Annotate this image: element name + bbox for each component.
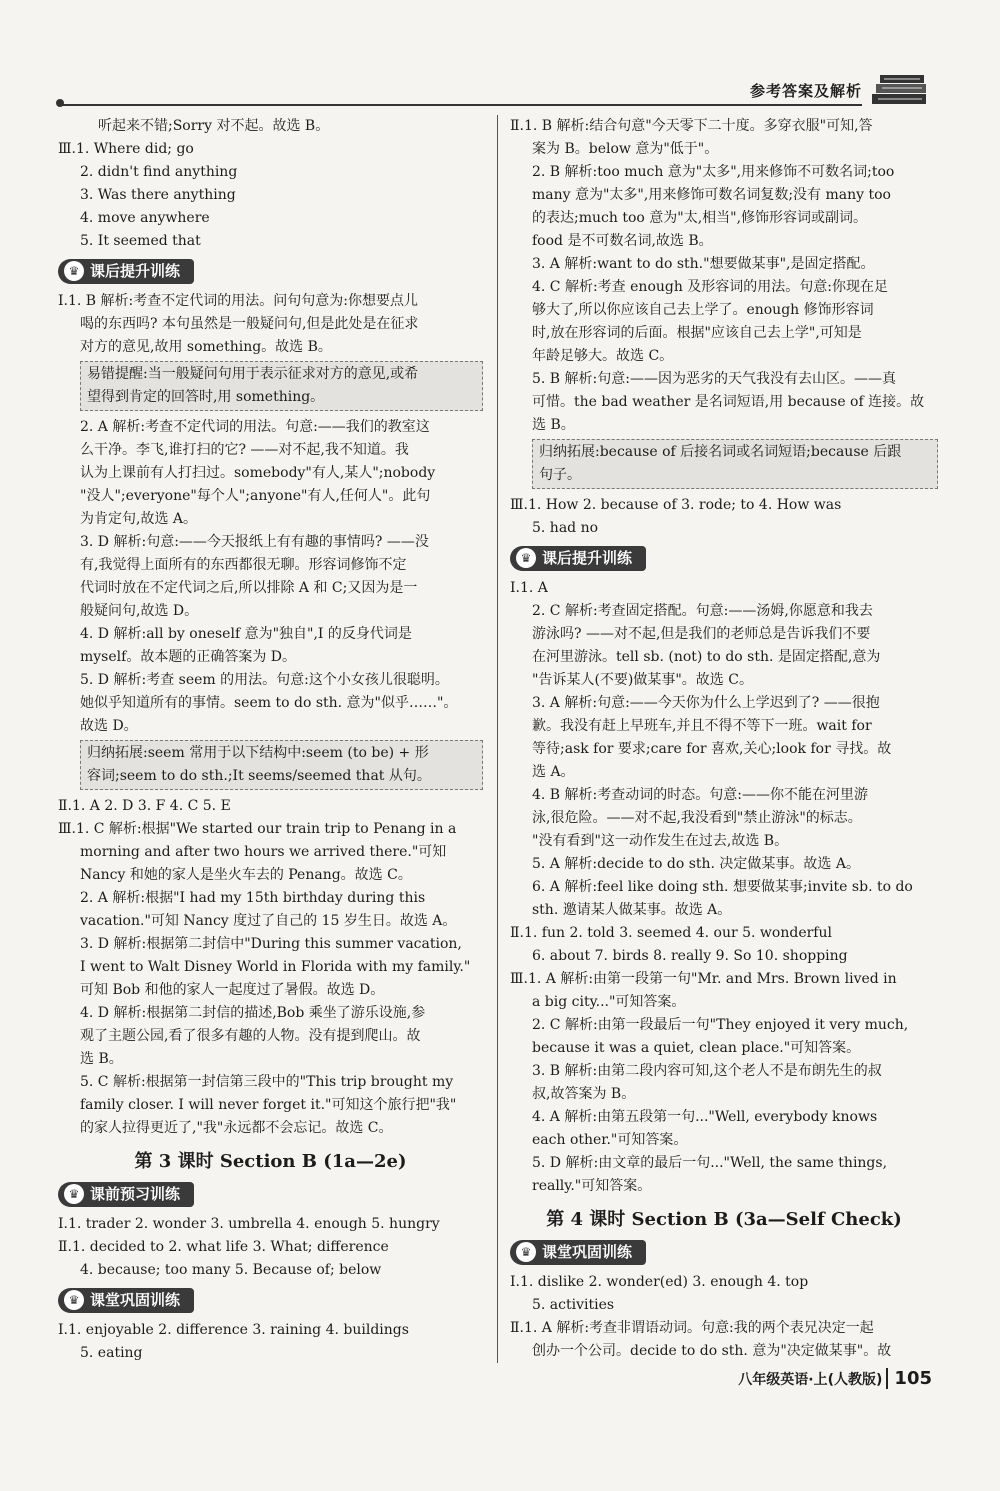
answer-line: Ⅰ.1. A bbox=[510, 580, 548, 596]
answer-line: 3. D 解析:根据第二封信中"During this summer vacation, bbox=[80, 936, 462, 952]
tip-line: 容词;seem to do sth.;It seems/seemed that 从句。 bbox=[87, 768, 431, 784]
answer-line: 为肯定句,故选 A。 bbox=[80, 511, 198, 527]
tip-line: 归纳拓展:seem 常用于以下结构中:seem (to be) + 形 bbox=[87, 745, 429, 761]
tip-line: 望得到肯定的回答时,用 something。 bbox=[87, 389, 325, 405]
answer-line: food 是不可数名词,故选 B。 bbox=[532, 233, 713, 249]
header-title: 参考答案及解析 bbox=[749, 82, 862, 100]
page-header bbox=[60, 70, 932, 106]
section-badge bbox=[58, 1288, 194, 1313]
answer-line: 4. move anywhere bbox=[80, 210, 210, 226]
column-divider bbox=[497, 115, 498, 1363]
answer-line: 4. B 解析:考查动词的时态。句意:——你不能在河里游 bbox=[532, 787, 868, 803]
answer-line: 4. C 解析:考查 enough 及形容词的用法。句意:你现在足 bbox=[532, 279, 889, 295]
answer-line: 可惜。the bad weather 是名词短语,用 because of 连接。故 bbox=[532, 394, 925, 410]
answer-line: sth. 邀请某人做某事。故选 A。 bbox=[532, 902, 732, 918]
answer-line: 观了主题公园,看了很多有趣的人物。没有提到爬山。故 bbox=[80, 1028, 421, 1044]
answer-line: 4. because; too many 5. Because of; below bbox=[80, 1262, 382, 1278]
answer-line: 故选 D。 bbox=[80, 718, 138, 734]
answer-line: 6. A 解析:feel like doing sth. 想要做某事;invite sb. to do bbox=[532, 879, 913, 895]
crown-icon: ♛ bbox=[64, 261, 84, 281]
lesson-title: 第 4 课时 Section B (3a—Self Check) bbox=[546, 1209, 902, 1230]
answer-line: 案为 B。below 意为"低于"。 bbox=[532, 141, 719, 157]
answer-line: family closer. I will never forget it."可知这个旅行把"我" bbox=[80, 1097, 457, 1113]
left-column bbox=[58, 115, 483, 1365]
section-heading bbox=[510, 545, 938, 571]
answer-line: Nancy 和她的家人是坐火车去的 Penang。故选 C。 bbox=[80, 867, 412, 883]
answer-line: Ⅲ.1. How 2. because of 3. rode; to 4. How was bbox=[510, 497, 842, 513]
answer-line: 够大了,所以你应该自己去上学了。enough 修饰形容词 bbox=[532, 302, 874, 318]
answer-line: 3. A 解析:want to do sth."想要做某事",是固定搭配。 bbox=[532, 256, 875, 272]
answer-line: 时,放在形容词的后面。根据"应该自己去上学",可知是 bbox=[532, 325, 862, 341]
answer-line: each other."可知答案。 bbox=[532, 1132, 688, 1148]
answer-line: myself。故本题的正确答案为 D。 bbox=[80, 649, 296, 665]
answer-line: 泳,很危险。——对不起,我没看到"禁止游泳"的标志。 bbox=[532, 810, 862, 826]
book-title: 八年级英语·上(人教版) bbox=[738, 1372, 883, 1388]
answer-line: 2. A 解析:考查不定代词的用法。句意:——我们的教室这 bbox=[80, 419, 430, 435]
answer-line: 5. had no bbox=[532, 520, 599, 536]
tip-line: 易错提醒:当一般疑问句用于表示征求对方的意见,或希 bbox=[87, 366, 419, 382]
answer-line: because it was a quiet, clean place."可知答案。 bbox=[532, 1040, 861, 1056]
answer-line: 5. C 解析:根据第一封信第三段中的"This trip brought my bbox=[80, 1074, 454, 1090]
answer-line: 在河里游泳。tell sb. (not) to do sth. 是固定搭配,意为 bbox=[532, 649, 881, 665]
section-badge bbox=[510, 546, 646, 571]
section-badge bbox=[58, 259, 194, 284]
answer-line: 听起来不错;Sorry 对不起。故选 B。 bbox=[98, 118, 330, 134]
right-column bbox=[510, 115, 938, 1363]
tip-box bbox=[80, 361, 483, 411]
answer-line: 2. A 解析:根据"I had my 15th birthday during this bbox=[80, 890, 426, 906]
answer-line: 选 A。 bbox=[532, 764, 575, 780]
answer-line: Ⅰ.1. B 解析:考查不定代词的用法。问句句意为:你想要点儿 bbox=[58, 293, 418, 309]
answer-line: Ⅰ.1. trader 2. wonder 3. umbrella 4. enough 5. hungry bbox=[58, 1216, 440, 1232]
answer-line: many 意为"太多",用来修饰可数名词复数;没有 many too bbox=[532, 187, 891, 203]
answer-line: "没人";everyone"每个人";anyone"有人,任何人"。此句 bbox=[80, 488, 431, 504]
section-title: 课后提升训练 bbox=[90, 261, 181, 280]
answer-line: 游泳吗? ——对不起,但是我们的老师总是告诉我们不要 bbox=[532, 626, 871, 642]
page-footer bbox=[738, 1368, 932, 1389]
answer-line: 4. A 解析:由第五段第一句..."Well, everybody knows bbox=[532, 1109, 878, 1125]
answer-line: morning and after two hours we arrived there."可知 bbox=[80, 844, 447, 860]
answer-line: 5. D 解析:由文章的最后一句..."Well, the same things, bbox=[532, 1155, 888, 1171]
answer-line: 她似乎知道所有的事情。seem to do sth. 意为"似乎……"。 bbox=[80, 695, 458, 711]
answer-line: 年龄足够大。故选 C。 bbox=[532, 348, 674, 364]
answer-line: 5. It seemed that bbox=[80, 233, 201, 249]
answer-line: Ⅱ.1. decided to 2. what life 3. What; difference bbox=[58, 1239, 389, 1255]
answer-line: 等待;ask for 要求;care for 喜欢,关心;look for 寻找。故 bbox=[532, 741, 892, 757]
answer-line: 2. C 解析:考查固定搭配。句意:——汤姆,你愿意和我去 bbox=[532, 603, 873, 619]
lesson-title: 第 3 课时 Section B (1a—2e) bbox=[134, 1151, 407, 1172]
tip-line: 归纳拓展:because of 后接名词或名词短语;because 后跟 bbox=[539, 444, 902, 460]
answer-line: Ⅱ.1. A 2. D 3. F 4. C 5. E bbox=[58, 798, 231, 814]
answer-line: really."可知答案。 bbox=[532, 1178, 652, 1194]
answer-line: 5. B 解析:句意:——因为恶劣的天气我没有去山区。——真 bbox=[532, 371, 896, 387]
tip-box bbox=[532, 439, 938, 489]
answer-line: 2. C 解析:由第一段最后一句"They enjoyed it very much, bbox=[532, 1017, 909, 1033]
header-rule bbox=[60, 104, 862, 106]
crown-icon: ♛ bbox=[516, 548, 536, 568]
answer-line: 有,我觉得上面所有的东西都很无聊。形容词修饰不定 bbox=[80, 557, 407, 573]
answer-line: "没有看到"这一动作发生在过去,故选 B。 bbox=[532, 833, 789, 849]
answer-line: 代词时放在不定代词之后,所以排除 A 和 C;又因为是一 bbox=[80, 580, 418, 596]
answer-line: Ⅲ.1. Where did; go bbox=[58, 141, 194, 157]
answer-line: 的表达;much too 意为"太,相当",修饰形容词或副词。 bbox=[532, 210, 868, 226]
answer-line: 4. D 解析:all by oneself 意为"独自",I 的反身代词是 bbox=[80, 626, 412, 642]
answer-line: Ⅰ.1. dislike 2. wonder(ed) 3. enough 4. top bbox=[510, 1274, 809, 1290]
answer-line: 喝的东西吗? 本句虽然是一般疑问句,但是此处是在征求 bbox=[80, 316, 419, 332]
section-heading bbox=[58, 1181, 483, 1207]
crown-icon: ♛ bbox=[64, 1290, 84, 1310]
crown-icon: ♛ bbox=[516, 1242, 536, 1262]
answer-line: Ⅰ.1. enjoyable 2. difference 3. raining 4. buildings bbox=[58, 1322, 409, 1338]
answer-line: a big city..."可知答案。 bbox=[532, 994, 686, 1010]
page-number: 105 bbox=[886, 1368, 932, 1389]
answer-line: vacation."可知 Nancy 度过了自己的 15 岁生日。故选 A。 bbox=[80, 913, 457, 929]
answer-line: 5. D 解析:考查 seem 的用法。句意:这个小女孩儿很聪明。 bbox=[80, 672, 449, 688]
section-badge bbox=[58, 1182, 194, 1207]
answer-line: 2. didn't find anything bbox=[80, 164, 238, 180]
answer-line: 创办一个公司。decide to do sth. 意为"决定做某事"。故 bbox=[532, 1343, 892, 1359]
answer-line: 选 B。 bbox=[80, 1051, 123, 1067]
answer-line: Ⅱ.1. A 解析:考查非谓语动词。句意:我的两个表兄决定一起 bbox=[510, 1320, 874, 1336]
section-title: 课堂巩固训练 bbox=[542, 1242, 633, 1261]
answer-line: 么干净。李飞,谁打扫的它? ——对不起,我不知道。我 bbox=[80, 442, 409, 458]
answer-line: 般疑问句,故选 D。 bbox=[80, 603, 199, 619]
answer-line: 可知 Bob 和他的家人一起度过了暑假。故选 D。 bbox=[80, 982, 385, 998]
answer-line: 3. B 解析:由第二段内容可知,这个老人不是布朗先生的叔 bbox=[532, 1063, 882, 1079]
header-rule-dot bbox=[56, 99, 64, 107]
answer-line: 歉。我没有赶上早班车,并且不得不等下一班。wait for bbox=[532, 718, 872, 734]
answer-line: "告诉某人(不要)做某事"。故选 C。 bbox=[532, 672, 753, 688]
answer-line: 5. A 解析:decide to do sth. 决定做某事。故选 A。 bbox=[532, 856, 860, 872]
answer-line: Ⅲ.1. A 解析:由第一段第一句"Mr. and Mrs. Brown lived in bbox=[510, 971, 897, 987]
section-heading bbox=[58, 258, 483, 284]
answer-line: 4. D 解析:根据第二封信的描述,Bob 乘坐了游乐设施,参 bbox=[80, 1005, 426, 1021]
answer-line: 认为上课前有人打扫过。somebody"有人,某人";nobody bbox=[80, 465, 436, 481]
tip-box bbox=[80, 740, 483, 790]
tip-line: 句子。 bbox=[539, 467, 581, 483]
crown-icon: ♛ bbox=[64, 1184, 84, 1204]
answer-line: 5. activities bbox=[532, 1297, 615, 1313]
answer-line: 选 B。 bbox=[532, 417, 575, 433]
answer-line: 对方的意见,故用 something。故选 B。 bbox=[80, 339, 332, 355]
answer-line: Ⅱ.1. B 解析:结合句意"今天零下二十度。多穿衣服"可知,答 bbox=[510, 118, 873, 134]
answer-line: Ⅱ.1. fun 2. told 3. seemed 4. our 5. wonderful bbox=[510, 925, 832, 941]
section-title: 课堂巩固训练 bbox=[90, 1290, 181, 1309]
section-heading bbox=[510, 1239, 938, 1265]
section-title: 课后提升训练 bbox=[542, 548, 633, 567]
answer-line: 3. Was there anything bbox=[80, 187, 236, 203]
answer-line: 5. eating bbox=[80, 1345, 143, 1361]
section-badge bbox=[510, 1240, 646, 1265]
answer-line: 6. about 7. birds 8. really 9. So 10. shopping bbox=[532, 948, 848, 964]
answer-line: Ⅲ.1. C 解析:根据"We started our train trip to Penang in a bbox=[58, 821, 457, 837]
answer-line: 3. A 解析:句意:——今天你为什么上学迟到了? ——很抱 bbox=[532, 695, 880, 711]
answer-line: 2. B 解析:too much 意为"太多",用来修饰不可数名词;too bbox=[532, 164, 895, 180]
answer-line: 叔,故答案为 B。 bbox=[532, 1086, 636, 1102]
answer-line: I went to Walt Disney World in Florida with my family." bbox=[80, 959, 471, 975]
section-title: 课前预习训练 bbox=[90, 1184, 181, 1203]
section-heading bbox=[58, 1287, 483, 1313]
answer-line: 3. D 解析:句意:——今天报纸上有有趣的事情吗? ——没 bbox=[80, 534, 429, 550]
books-icon bbox=[870, 72, 930, 106]
answer-line: 的家人拉得更近了,"我"永远都不会忘记。故选 C。 bbox=[80, 1120, 393, 1136]
